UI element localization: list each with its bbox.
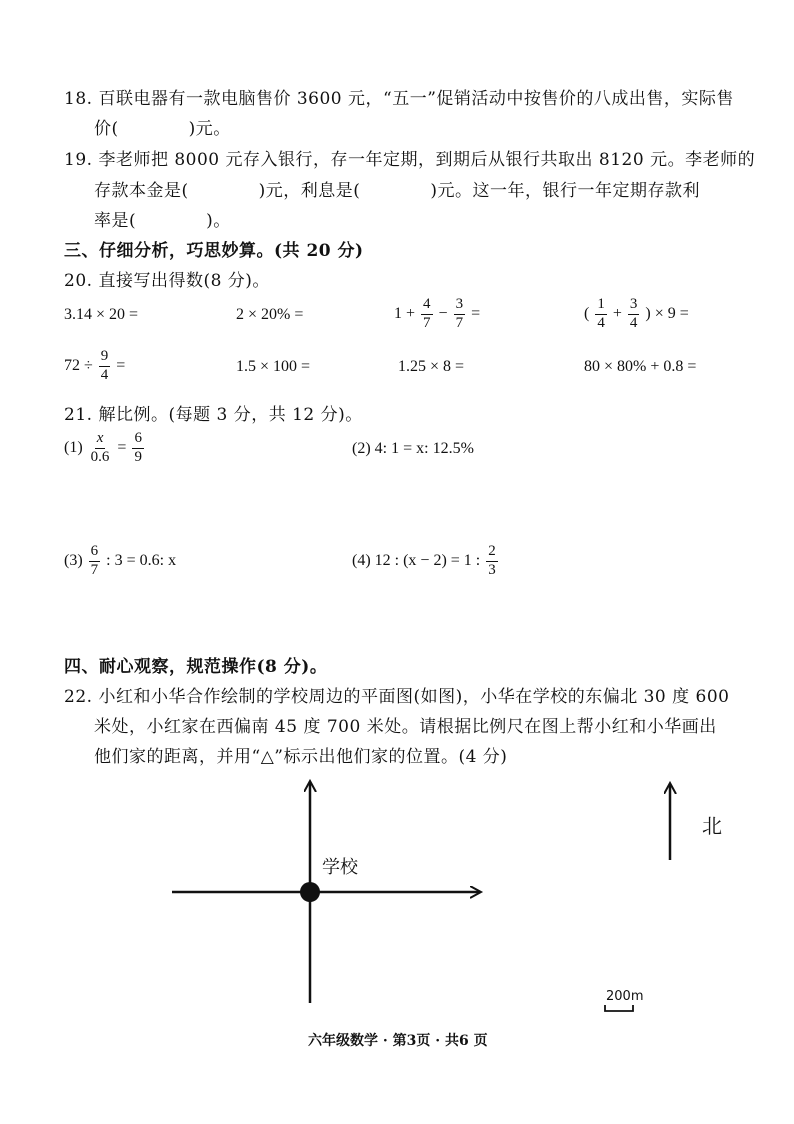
- q20-title: 20. 直接写出得数(8 分)。: [64, 271, 270, 291]
- north-label: 北: [702, 814, 722, 838]
- q21-problem-3: (3) $\frac{6}{7}$ : 3 = 0.6: x: [64, 543, 177, 578]
- q19-line2: 存款本金是( )元，利息是( )元。这一年，银行一年定期存款利: [94, 181, 701, 201]
- q18-line2: 价( )元。: [94, 119, 231, 139]
- q22-line2: 米处，小红家在西偏南 45 度 700 米处。请根据比例尺在图上帮小红和小华画出: [94, 717, 717, 737]
- q21-title: 21. 解比例。(每题 3 分，共 12 分)。: [64, 405, 363, 425]
- q21-problem-1: (1) $\frac{x}{0.6}$ = $\frac{6}{9}$: [64, 430, 142, 465]
- school-label: 学校: [322, 857, 358, 878]
- fraction: $\frac{1}{4}$: [597, 296, 605, 331]
- fraction: $\frac{9}{4}$: [100, 348, 109, 383]
- q20-expr-8: 80 × 80% + 0.8 =: [584, 358, 697, 375]
- q20-expr-7: 1.25 × 8 =: [398, 358, 465, 375]
- q20-expr-3: 1 + $\frac{4}{7}$ − $\frac{3}{7}$ =: [394, 296, 481, 331]
- section4-title: 四、耐心观察，规范操作(8 分)。: [64, 657, 328, 677]
- fraction: $\frac{3}{7}$: [455, 296, 464, 331]
- q20-expr-4: ( $\frac{1}{4}$ + $\frac{3}{4}$ ) × 9 =: [584, 296, 689, 331]
- fraction: $\frac{4}{7}$: [423, 296, 431, 331]
- q18-line1: 18. 百联电器有一款电脑售价 3600 元，“五一”促销活动中按售价的八成出售，实际售: [64, 89, 734, 109]
- q20-expr-1: 3.14 × 20 =: [64, 306, 139, 323]
- q19-line1: 19. 李老师把 8000 元存入银行，存一年定期，到期后从银行共取出 8120 元。李老师的: [64, 150, 756, 170]
- fraction: $\frac{2}{3}$: [488, 543, 496, 578]
- fraction: $\frac{x}{0.6}$: [90, 430, 110, 465]
- q20-expr-6: 1.5 × 100 =: [236, 358, 311, 375]
- q19-line3: 率是( )。: [94, 211, 231, 231]
- scale-bar: [605, 1005, 633, 1011]
- section3-title: 三、仔细分析，巧思妙算。(共 20 分): [64, 241, 364, 261]
- fraction: $\frac{6}{9}$: [134, 430, 142, 465]
- fraction: $\frac{6}{7}$: [90, 543, 99, 578]
- school-point: [300, 882, 320, 902]
- q21-problem-4: (4) 12 : (x − 2) = 1 : $\frac{2}{3}$: [352, 543, 496, 578]
- q22-line3: 他们家的距离，并用“△”标示出他们家的位置。(4 分): [94, 747, 508, 767]
- q22-line1: 22. 小红和小华合作绘制的学校周边的平面图(如图)，小华在学校的东偏北 30 度 600: [64, 687, 730, 707]
- q20-expr-2: 2 × 20% =: [236, 306, 304, 323]
- scale-label: 200m: [606, 989, 644, 1004]
- q20-expr-5: 72 ÷ $\frac{9}{4}$ =: [64, 348, 126, 383]
- q21-problem-2: (2) 4: 1 = x: 12.5%: [352, 440, 474, 457]
- page-footer: 六年级数学 · 第3页 · 共6 页: [308, 1033, 488, 1049]
- fraction: $\frac{3}{4}$: [629, 296, 638, 331]
